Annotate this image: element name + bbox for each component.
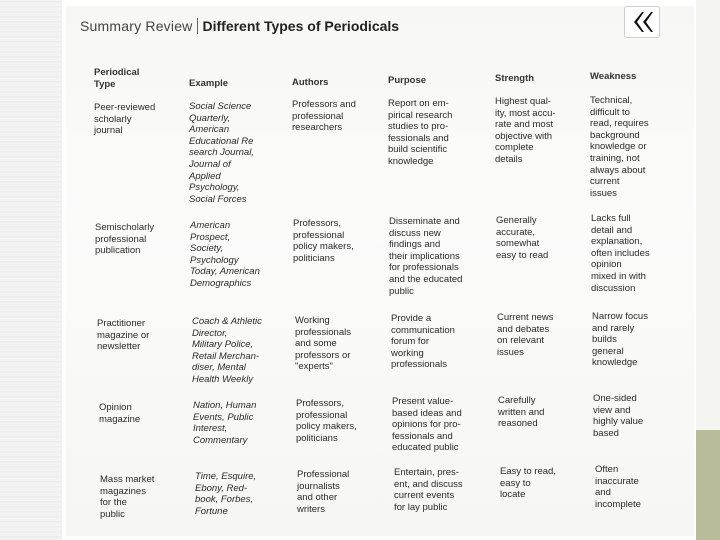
- cell-example: Nation, Human Events, Public Interest, Commentary: [193, 400, 257, 446]
- header-periodical-type: Periodical Type: [94, 67, 140, 90]
- cell-purpose: Report on em- pirical research studies to pro- fessionals and build scientific knowledge: [388, 98, 453, 167]
- cell-type: Semischolarly professional publication: [95, 222, 155, 257]
- cell-purpose: Entertain, pres- ent, and discuss current events for lay public: [394, 467, 463, 513]
- cell-weakness: Often inaccurate and incomplete: [595, 464, 641, 510]
- cell-authors: Professors and professional researchers: [292, 99, 356, 134]
- cell-purpose: Present value- based ideas and opinions for pro- fessionals and educated public: [392, 396, 462, 454]
- header-authors: Authors: [292, 77, 329, 88]
- cell-purpose: Provide a communication forum for working professionals: [391, 313, 455, 371]
- title-prefix: Summary Review: [80, 18, 193, 34]
- header-strength: Strength: [495, 73, 535, 84]
- cell-type: Practitioner magazine or newsletter: [97, 318, 150, 353]
- cell-authors: Professors, professional policy makers, politicians: [293, 218, 354, 264]
- cell-weakness: Lacks full detail and explanation, often includes opinion mixed in with discussion: [591, 213, 650, 294]
- cell-authors: Professional journalists and other writers: [297, 469, 350, 515]
- header-example: Example: [189, 78, 229, 89]
- cell-example: Time, Esquire, Ebony, Red- book, Forbes, Fortune: [195, 471, 257, 517]
- header-purpose: Purpose: [388, 75, 427, 86]
- cell-type: Opinion magazine: [99, 402, 141, 425]
- cell-type: Mass market magazines for the public: [100, 474, 155, 520]
- cell-strength: Easy to read, easy to locate: [500, 466, 556, 501]
- title-topic: Different Types of Periodicals: [202, 18, 400, 34]
- scan-edge-texture: [0, 0, 62, 540]
- page-title: [80, 18, 399, 34]
- header-weakness: Weakness: [590, 71, 637, 82]
- cell-example: Social Science Quarterly, American Educational Re search Journal, Journal of Applied Psychology, Social Forces: [189, 101, 254, 205]
- cell-weakness: Narrow focus and rarely builds general knowledge: [592, 311, 648, 369]
- cell-authors: Working professionals and some professors or "experts": [295, 315, 351, 373]
- cell-authors: Professors, professional policy makers, politicians: [296, 398, 357, 444]
- cell-strength: Carefully written and reasoned: [498, 395, 545, 430]
- cell-weakness: One-sided view and highly value based: [593, 393, 644, 439]
- cell-purpose: Disseminate and discuss new findings and their implications for professionals and the educated public: [389, 216, 463, 297]
- cell-example: American Prospect, Society, Psychology Today, American Demographics: [190, 220, 260, 289]
- cell-type: Peer-reviewed scholarly journal: [94, 102, 156, 137]
- cell-strength: Current news and debates on relevant issues: [497, 312, 554, 358]
- cell-strength: Highest qual- ity, most accu- rate and most objective with complete details: [495, 96, 556, 165]
- cell-weakness: Technical, difficult to read, requires background knowledge or training, not always about current issues: [590, 95, 649, 199]
- cell-example: Coach & Athletic Director, Military Police, Retail Merchan- diser, Mental Health Weekly: [192, 316, 262, 385]
- slide-accent-block: [696, 430, 720, 540]
- double-chevron-left-icon[interactable]: [624, 6, 660, 38]
- title-divider: [197, 18, 198, 34]
- cell-strength: Generally accurate, somewhat easy to read: [496, 215, 549, 261]
